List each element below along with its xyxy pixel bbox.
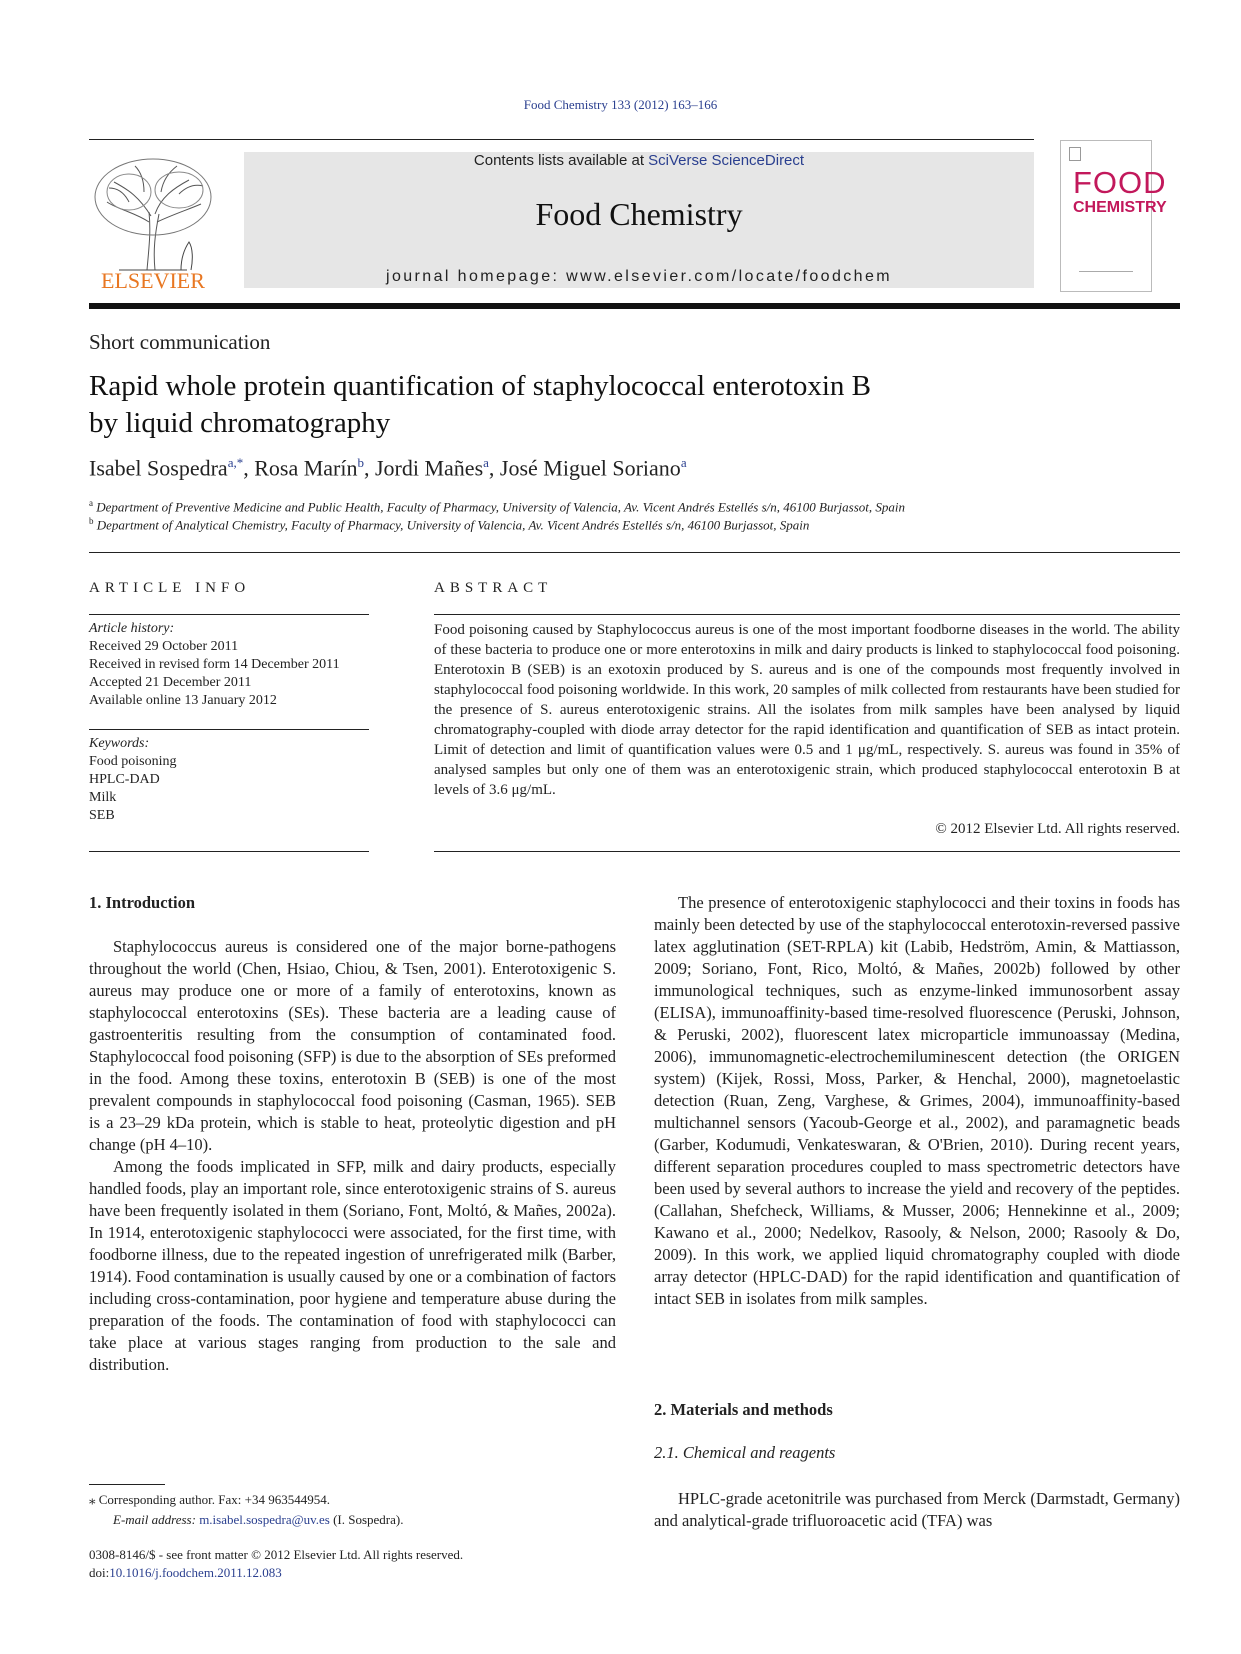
history-item: Received in revised form 14 December 2011 xyxy=(89,657,340,672)
author-affiliation-mark[interactable]: b xyxy=(357,455,364,470)
copyright-notice: © 2012 Elsevier Ltd. All rights reserved. xyxy=(935,821,1180,837)
email-link[interactable]: m.isabel.sospedra@uv.es xyxy=(199,1512,330,1527)
body-paragraph: Staphylococcus aureus is considered one of the major borne-pathogens throughout the world (Chen, Hsiao, Chiou, & Tsen, 2001). Enterotoxigenic S. aureus may produce one or more of a family of enterotoxins, known as staphylococcal enterotoxins (SEs). These bacteria are a leading cause of gastroenteritis resulting from the consumption of contaminated food. Staphylococcal food poisoning (SFP) is due to the absorption of SEs preformed in the food. Among these toxins, enterotoxin B (SEB) is one of the most prevalent compounds in staphylococcal food poisoning (Casman, 1965). SEB is a 23–29 kDa protein, which is stable to heat, proteolytic digestion and pH change (pH 4–10). xyxy=(89,937,616,1154)
subsection-heading: 2.1. Chemical and reagents xyxy=(654,1443,836,1462)
affiliation-text: Department of Preventive Medicine and Public Health, Faculty of Pharmacy, University of Valencia, Av. Vicent Andrés Estellés s/n, 46100 Burjassot, Spain xyxy=(96,499,905,515)
history-item: Accepted 21 December 2011 xyxy=(89,675,252,690)
keyword: SEB xyxy=(89,808,115,823)
section-rule xyxy=(89,552,1180,553)
affiliation-text: Department of Analytical Chemistry, Faculty of Pharmacy, University of Valencia, Av. Vicent Andrés Estellés s/n, 46100 Burjassot, Spain xyxy=(96,517,810,533)
author-affiliation-mark[interactable]: a xyxy=(483,455,489,470)
contents-line xyxy=(244,152,1034,169)
abstract-rule xyxy=(434,614,1180,615)
author-list: Isabel Sospedra$^{a,*}$, Rosa Marín$^b$, Jordi Mañes$^a$, José Miguel Soriano$^a$ xyxy=(89,455,687,481)
affiliation-b xyxy=(89,516,809,533)
elsevier-tree-icon xyxy=(89,152,217,292)
issn-line: 0308-8146/$ - see front matter © 2012 Elsevier Ltd. All rights reserved. xyxy=(89,1547,464,1562)
keywords xyxy=(89,735,379,825)
affiliation-a xyxy=(89,498,905,515)
journal-header-box xyxy=(244,152,1034,288)
author-affiliation-mark[interactable]: a xyxy=(680,455,687,470)
doi-prefix: doi: xyxy=(89,1565,110,1580)
author-name[interactable]: Isabel Sospedra xyxy=(89,455,228,481)
journal-homepage[interactable]: journal homepage: www.elsevier.com/locate/foodchem xyxy=(386,268,892,285)
body-paragraph: Among the foods implicated in SFP, milk and dairy products, especially handled foods, play an important role, since enterotoxigenic strains of S. aureus have been frequently isolated in them (Soriano, Font, Moltó, & Mañes, 2002a). In 1914, enterotoxigenic staphylococci were associated, for the first time, with foodborne illness, due to the repeated ingestion of unrefrigerated milk (Barber, 1914). Food contamination is usually caused by one or a combination of factors including cross-contamination, poor hygiene and temperature abuse during the preparation of the foods. The contamination of food with staphylococci can take place at various stages ranging from production to the sale and distribution. xyxy=(89,1157,616,1374)
cover-mini-logo xyxy=(1069,147,1081,161)
article-title-line-2: by liquid chromatography xyxy=(89,407,391,439)
left-column xyxy=(89,936,616,1376)
email-suffix: (I. Sospedra). xyxy=(329,1512,404,1527)
journal-reference[interactable]: Food Chemistry 133 (2012) 163–166 xyxy=(523,97,718,112)
abstract-rule xyxy=(434,851,1180,852)
keyword: HPLC-DAD xyxy=(89,772,160,787)
article-history xyxy=(89,620,379,710)
author-affiliation-mark[interactable]: a,* xyxy=(227,455,244,470)
journal-cover-thumbnail xyxy=(1060,140,1167,292)
sciencedirect-link[interactable]: SciVerse ScienceDirect xyxy=(648,152,805,169)
abstract-text: Food poisoning caused by Staphylococcus aureus is one of the most important foodborne diseases in the world. The ability of these bacteria to produce one or more enterotoxins in milk and dairy products is linked to staphylococcal food poisoning. Enterotoxin B (SEB) is an exotoxin produced by S. aureus and is one of the compounds most frequently involved in staphylococcal food poisoning worldwide. In this work, 20 samples of milk collected from restaurants have been studied for the presence of S. aureus enterotoxigenic strains. All the isolates from milk samples have been analysed by liquid chromatography-coupled with diode array detector for the rapid identification and quantification of SEB as intact protein. Limit of detection and limit of quantification values were 0.5 and 1 μg/mL, respectively. S. aureus was found in 35% of analysed samples but only one of them was an enterotoxigenic strain, which produced staphylococcal enterotoxin B at levels of 3.6 μg/mL. xyxy=(434,622,1180,798)
contents-prefix: Contents lists available at xyxy=(473,152,649,169)
methods-paragraph-container xyxy=(654,1488,1180,1532)
article-title xyxy=(89,368,1089,442)
affiliation-mark: b xyxy=(89,516,94,526)
article-title-line-1: Rapid whole protein quantification of staphylococcal enterotoxin B xyxy=(89,370,871,402)
footnote-rule xyxy=(89,1484,165,1485)
methods-heading: 2. Materials and methods xyxy=(654,1400,833,1419)
elsevier-wordmark: ELSEVIER xyxy=(101,268,205,292)
introduction-heading: 1. Introduction xyxy=(89,893,196,912)
history-item: Available online 13 January 2012 xyxy=(89,693,277,708)
email-label: E-mail address: xyxy=(113,1512,200,1527)
body-paragraph: HPLC-grade acetonitrile was purchased from Merck (Darmstadt, Germany) and analytical-grade trifluoroacetic acid (TFA) was xyxy=(654,1489,1180,1530)
elsevier-logo xyxy=(89,152,217,292)
cover-chemistry-text: CHEMISTRY xyxy=(1073,199,1167,216)
article-info-rule xyxy=(89,851,369,852)
right-column xyxy=(654,892,1180,1310)
keywords-label: Keywords: xyxy=(89,736,150,751)
affiliation-mark: a xyxy=(89,498,93,508)
doi-link[interactable]: 10.1016/j.foodchem.2011.12.083 xyxy=(109,1565,282,1580)
keyword: Food poisoning xyxy=(89,754,177,769)
body-paragraph: The presence of enterotoxigenic staphylococci and their toxins in foods has mainly been detected by use of the staphylococcal enterotoxin-reversed passive latex agglutination (SET-RPLA) kit (Labib, Hedström, Amin, & Mattiasson, 2009; Soriano, Font, Rico, Moltó, & Mañes, 2002b) followed by other immunological techniques, such as enzyme-linked immunosorbent assay (ELISA), immunoaffinity-based time-resolved fluorescence (Peruski, Johnson, & Peruski, 2002), fluorescent latex microparticle immunoassay (Medina, 2006), immunomagnetic-electrochemiluminescent detection (the ORIGEN system) (Kijek, Rossi, Moss, Parker, & Henchal, 2000), magnetoelastic detection (Ruan, Zeng, Varghese, & Grimes, 2004), immunoaffinity-based multichannel sensors (Yacoub-George et al., 2002), and paramagnetic beads (Garber, Kodumudi, Venkateswaran, & O'Brien, 2010). During recent years, different separation procedures coupled to mass spectrometric detectors have been used by several authors to increase the yield and recovery of the peptides. (Callahan, Shefcheck, Williams, & Musser, 2006; Hennekinne et al., 2009; Kawano et al., 2000; Nedelkov, Rasooly, & Nelson, 2000; Rasooly & Do, 2009). In this work, we applied liquid chromatography coupled with diode array detector (HPLC-DAD) for the rapid identification and quantification of intact SEB in isolates from milk samples. xyxy=(654,893,1180,1308)
history-item: Received 29 October 2011 xyxy=(89,639,239,654)
email-note xyxy=(113,1512,403,1528)
article-info-rule xyxy=(89,614,369,615)
article-info-rule xyxy=(89,729,369,730)
header-thick-rule xyxy=(89,303,1180,309)
article-info-heading: ARTICLE INFO xyxy=(89,580,251,596)
doi-line xyxy=(89,1565,282,1581)
keyword: Milk xyxy=(89,790,117,805)
header-rule xyxy=(89,139,1034,140)
history-label: Article history: xyxy=(89,621,175,636)
article-type: Short communication xyxy=(89,330,271,354)
journal-title: Food Chemistry xyxy=(535,196,743,232)
cover-footer-line xyxy=(1079,271,1133,272)
author-name[interactable]: José Miguel Soriano xyxy=(499,455,681,481)
corresponding-author-note: ⁎ Corresponding author. Fax: +34 963544954. xyxy=(89,1492,330,1507)
author-name[interactable]: Rosa Marín xyxy=(254,455,358,481)
cover-food-text: FOOD xyxy=(1073,165,1167,200)
author-name[interactable]: Jordi Mañes xyxy=(374,455,484,481)
abstract-heading: ABSTRACT xyxy=(434,580,553,596)
